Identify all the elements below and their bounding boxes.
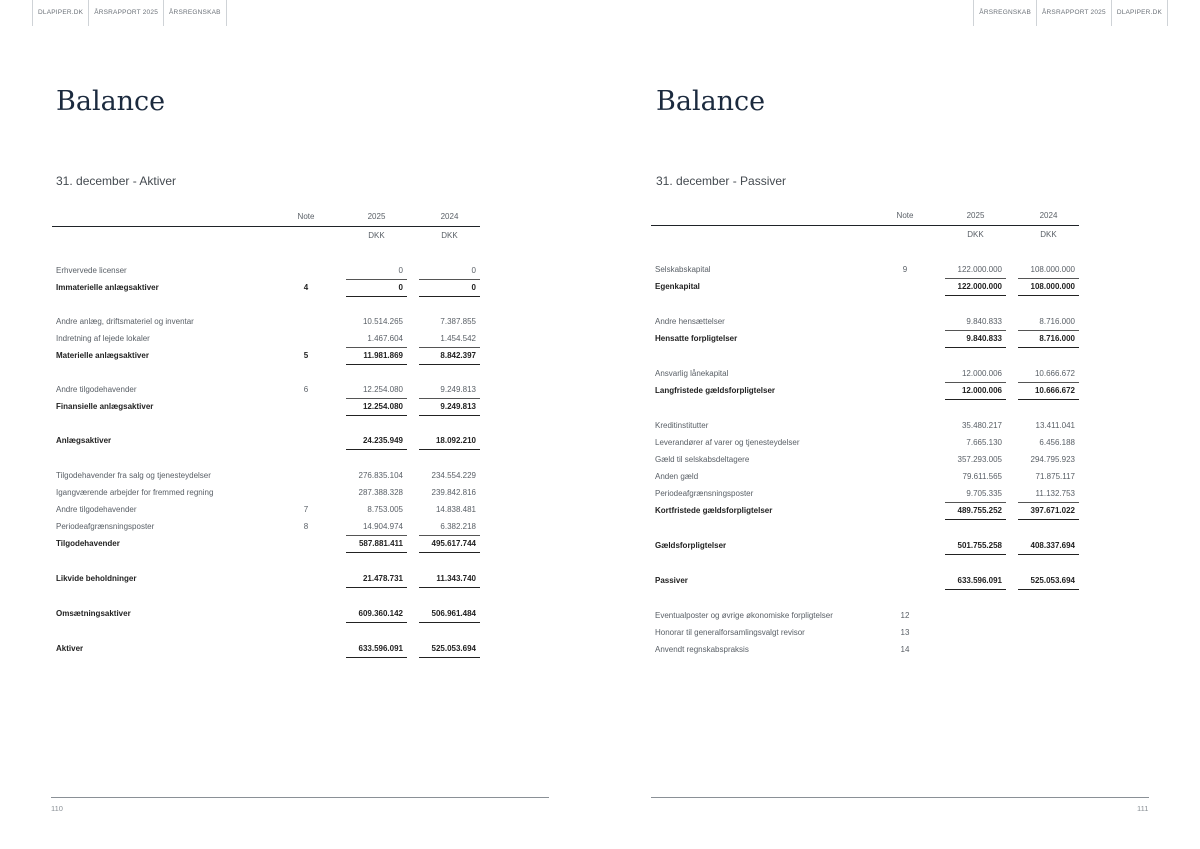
unit-label: DKK xyxy=(967,229,984,239)
table-row: Andre hensættelser 9.840.833 8.716.000 xyxy=(655,316,1075,326)
col-year1-header: 2025 xyxy=(346,208,407,226)
unit-row xyxy=(651,225,1079,243)
table-row-total: Likvide beholdninger 21.478.731 11.343.740 xyxy=(52,570,480,587)
page-number: 110 xyxy=(51,804,63,813)
nav-link-site[interactable]: DLAPIPER.DK xyxy=(32,0,88,26)
section-subtitle: 31. december - Aktiver xyxy=(56,174,177,188)
table-row-total: Omsætningsaktiver 609.360.142 506.961.484 xyxy=(52,605,480,622)
table-row-total: Immaterielle anlægsaktiver 4 0 0 xyxy=(52,279,480,296)
page-title: Balance xyxy=(56,86,166,117)
table-header-row xyxy=(651,207,1079,225)
col-note-header: Note xyxy=(266,208,346,226)
col-year2-header: 2024 xyxy=(1018,207,1079,225)
nav-link-report[interactable]: ÅRSRAPPORT 2025 xyxy=(88,0,163,26)
page-title: Balance xyxy=(656,86,766,117)
nav-link-section[interactable]: ÅRSREGNSKAB xyxy=(163,0,227,26)
table-row: Leverandører af varer og tjenesteydelser 7.665.130 6.456.188 xyxy=(655,438,1075,447)
table-row: Kreditinstitutter 35.480.217 13.411.041 xyxy=(655,421,1075,430)
top-nav-right xyxy=(973,0,1168,26)
table-row: Andre anlæg, driftsmateriel og inventar 10.514.265 7.387.855 xyxy=(56,317,476,326)
unit-label: DKK xyxy=(1040,229,1057,239)
section-subtitle: 31. december - Passiver xyxy=(656,174,787,188)
table-row-total: Egenkapital 122.000.000 108.000.000 xyxy=(651,278,1079,295)
col-note-header: Note xyxy=(865,207,945,225)
balance-assets-table xyxy=(52,208,480,658)
footer-divider xyxy=(51,797,549,798)
table-row: Andre tilgodehavender 6 12.254.080 9.249.813 xyxy=(56,384,476,394)
balance-liabilities-table xyxy=(651,207,1079,658)
footer-divider xyxy=(651,797,1149,798)
table-row: Igangværende arbejder for fremmed regning 287.388.328 239.842.816 xyxy=(56,488,476,497)
nav-link-site[interactable]: DLAPIPER.DK xyxy=(1111,0,1168,26)
table-row-total: Hensatte forpligtelser 9.840.833 8.716.000 xyxy=(651,330,1079,347)
table-row-total: Materielle anlægsaktiver 5 11.981.869 8.842.397 xyxy=(52,347,480,364)
table-row-total: Anlægsaktiver 24.235.949 18.092.210 xyxy=(52,432,480,449)
top-nav-left xyxy=(32,0,227,26)
table-row-total: Langfristede gældsforpligtelser 12.000.006 10.666.672 xyxy=(651,382,1079,399)
table-row: Erhvervede licenser 0 0 xyxy=(56,265,476,275)
table-row-grand-total: Aktiver 633.596.091 525.053.694 xyxy=(52,640,480,657)
nav-link-section[interactable]: ÅRSREGNSKAB xyxy=(973,0,1036,26)
table-row-total: Kortfristede gældsforpligtelser 489.755.252 397.671.022 xyxy=(651,502,1079,519)
table-row: Anden gæld 79.611.565 71.875.117 xyxy=(655,472,1075,481)
table-row: Indretning af lejede lokaler 1.467.604 1.454.542 xyxy=(56,333,476,343)
col-year1-header: 2025 xyxy=(945,207,1006,225)
table-row-grand-total: Passiver 633.596.091 525.053.694 xyxy=(651,572,1079,589)
table-row: Periodeafgrænsningsposter 8 14.904.974 6.382.218 xyxy=(56,521,476,531)
table-row-note-ref: Honorar til generalforsamlingsvalgt revisor 13 xyxy=(655,628,910,637)
table-row: Ansvarlig lånekapital 12.000.006 10.666.672 xyxy=(655,368,1075,378)
table-row-total: Tilgodehavender 587.881.411 495.617.744 xyxy=(52,535,480,552)
table-row: Gæld til selskabsdeltagere 357.293.005 294.795.923 xyxy=(655,455,1075,464)
table-row: Andre tilgodehavender 7 8.753.005 14.838.481 xyxy=(56,505,476,514)
unit-label: DKK xyxy=(441,230,458,240)
table-row-total: Finansielle anlægsaktiver 12.254.080 9.249.813 xyxy=(52,398,480,415)
table-row: Tilgodehavender fra salg og tjenesteydelser 276.835.104 234.554.229 xyxy=(56,471,476,480)
table-row-note-ref: Eventualposter og øvrige økonomiske forpligtelser 12 xyxy=(655,611,910,620)
col-year2-header: 2024 xyxy=(419,208,480,226)
unit-label: DKK xyxy=(368,230,385,240)
page-number: 111 xyxy=(1137,804,1149,813)
table-row: Selskabskapital 9 122.000.000 108.000.000 xyxy=(655,264,1075,274)
table-row: Periodeafgrænsningsposter 9.705.335 11.132.753 xyxy=(655,488,1075,498)
table-header-row xyxy=(52,208,480,226)
nav-link-report[interactable]: ÅRSRAPPORT 2025 xyxy=(1036,0,1111,26)
table-row-total: Gældsforpligtelser 501.755.258 408.337.694 xyxy=(651,537,1079,554)
table-row-note-ref: Anvendt regnskabspraksis 14 xyxy=(655,645,910,654)
unit-row xyxy=(52,226,480,244)
